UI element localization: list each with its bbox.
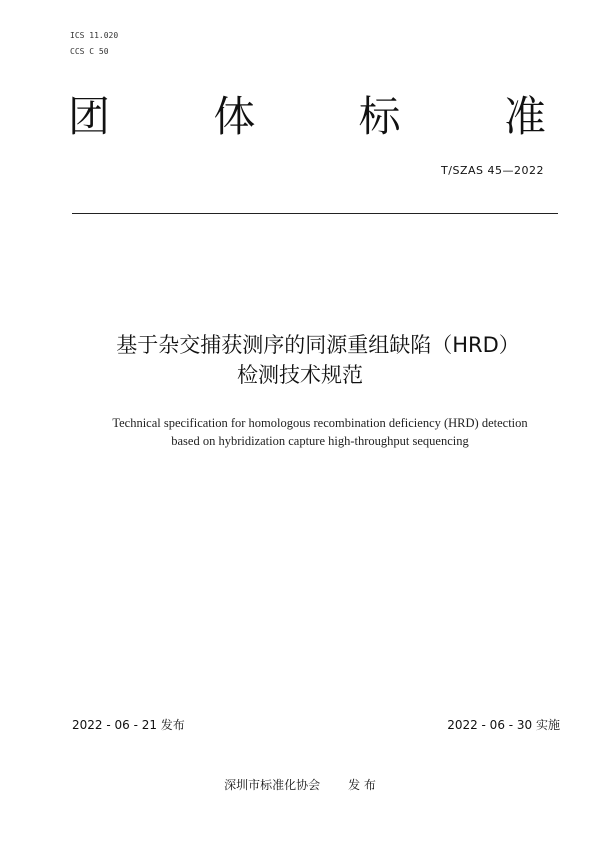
classification-codes xyxy=(70,28,118,60)
document-type-char: 体 xyxy=(213,92,256,141)
document-type-char: 准 xyxy=(503,92,546,141)
ics-code: ICS 11.020 xyxy=(70,31,119,40)
english-title-line-1: Technical specification for homologous recombination deficiency (HRD) detection xyxy=(112,416,528,430)
implementation-date: 2022 - 06 - 30 实施 xyxy=(447,718,560,732)
chinese-title-line-2: 检测技术规范 xyxy=(237,363,363,387)
ccs-code: CCS C 50 xyxy=(70,47,109,56)
english-title-line-2: based on hybridization capture high-throughput sequencing xyxy=(171,434,469,448)
chinese-title xyxy=(0,330,600,390)
issue-date: 2022 - 06 - 21 发布 xyxy=(72,718,185,732)
standard-number: T/SZAS 45—2022 xyxy=(441,164,544,177)
english-title xyxy=(60,414,580,450)
publisher-action: 发 布 xyxy=(348,778,376,792)
publisher-line xyxy=(0,776,600,793)
publisher-name: 深圳市标准化协会 xyxy=(224,778,321,792)
document-type-char: 团 xyxy=(68,92,111,141)
header-divider xyxy=(72,213,558,214)
chinese-title-line-1: 基于杂交捕获测序的同源重组缺陷（HRD） xyxy=(116,333,520,357)
document-type-char: 标 xyxy=(358,92,401,141)
document-type-heading xyxy=(68,92,546,142)
